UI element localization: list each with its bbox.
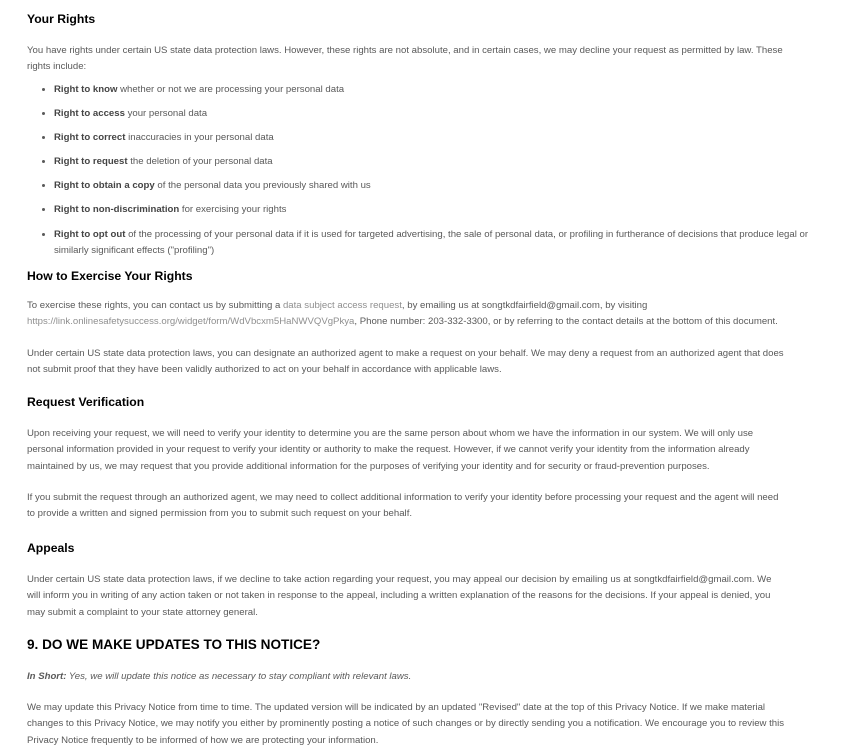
right-description: for exercising your rights — [179, 204, 287, 216]
appeals-paragraph: Under certain US state data protection laws, if we decline to take action regarding your request, you may appeal our decision by emailing us at songtkdfairfield@gmail.com. We will inform you in writing of any action taken or not taken in response to the appeal, including a written explanation of the reasons for the decisions. If your appeal is denied, you may submit a complaint to your state attorney general. — [27, 574, 772, 618]
right-description: your personal data — [124, 108, 208, 120]
right-title: Right to non-discrimination — [54, 204, 180, 216]
rights-list — [27, 82, 814, 267]
exercise-text-middle: , by emailing us at songtkdfairfield@gmail.com, by visiting — [401, 300, 648, 311]
list-item — [54, 227, 814, 260]
in-short-text: Yes, we will update this notice as necessary to stay compliant with relevant laws. — [66, 671, 412, 682]
authorized-agent-paragraph: Under certain US state data protection laws, you can designate an authorized agent to make a request on your behalf. We may deny a request from an authorized agent that does not submit proof that they have been validly authorized to act on your behalf in accordance with applicable laws. — [27, 348, 784, 376]
data-subject-access-request-link[interactable]: data subject access request — [282, 300, 402, 311]
right-title: Right to know — [54, 84, 118, 95]
list-item — [54, 178, 814, 194]
list-item — [54, 106, 814, 122]
right-description: of the processing of your personal data if it is used for targeted advertising, the sale of personal data, or profiling in furtherance of decisions that produce legal or similarly significant effects ("profiling") — [54, 228, 809, 256]
list-item — [54, 130, 814, 146]
right-description: whether or not we are processing your personal data — [117, 84, 345, 95]
section-9-heading: 9. DO WE MAKE UPDATES TO THIS NOTICE? — [27, 637, 321, 652]
right-title: Right to access — [54, 108, 125, 120]
exercise-rights-heading: How to Exercise Your Rights — [27, 269, 193, 283]
request-verification-heading: Request Verification — [27, 395, 145, 409]
exercise-text-start: To exercise these rights, you can contact us by submitting a — [27, 300, 283, 311]
right-description: of the personal data you previously shared with us — [154, 180, 371, 192]
verification-paragraph-1: Upon receiving your request, we will need to verify your identity to determine you are the same person about whom we have the information in our system. We will only use personal information provided in your request to verify your identity or authority to make the request. However, if we cannot verify your identity from the information already maintained by us, we may request that you provide additional information for the purposes of verifying your identity and for security or fraud-prevention purposes. — [27, 428, 754, 472]
list-item — [54, 82, 814, 98]
your-rights-intro: You have rights under certain US state data protection laws. However, these rights are not absolute, and in certain cases, we may decline your request as permitted by law. These rights include: — [27, 45, 783, 73]
right-title: Right to obtain a copy — [54, 180, 155, 192]
list-item — [54, 202, 814, 218]
list-item — [54, 154, 814, 170]
right-title: Right to correct — [54, 132, 126, 144]
exercise-rights-paragraph — [27, 298, 787, 331]
updates-paragraph: We may update this Privacy Notice from time to time. The updated version will be indicated by an updated "Revised" date at the top of this Privacy Notice. If we make material changes to this Privacy Notice, we may notify you either by prominently posting a notice of such changes or by directly sending you a notification. We encourage you to review this Privacy Notice frequently to be informed of how we are protecting your information. — [27, 702, 785, 746]
right-title: Right to opt out — [54, 228, 126, 240]
in-short-label: In Short: — [27, 671, 67, 682]
right-title: Right to request — [54, 156, 128, 168]
right-description: the deletion of your personal data — [127, 156, 273, 168]
verification-paragraph-2: If you submit the request through an authorized agent, we may need to collect additional information to verify your identity before processing your request and the agent will need to provide a written and signed permission from you to submit such request on your behalf. — [27, 492, 779, 520]
exercise-text-end: , Phone number: 203-332-3300, or by referring to the contact details at the bottom of this document. — [354, 316, 778, 328]
in-short-summary — [27, 669, 787, 685]
your-rights-heading: Your Rights — [27, 12, 96, 26]
widget-form-link[interactable]: https://link.onlinesafetysuccess.org/widget/form/WdVbcxm5HaNWVQVgPkya — [27, 316, 355, 328]
appeals-heading: Appeals — [27, 541, 75, 555]
right-description: inaccuracies in your personal data — [125, 132, 274, 144]
